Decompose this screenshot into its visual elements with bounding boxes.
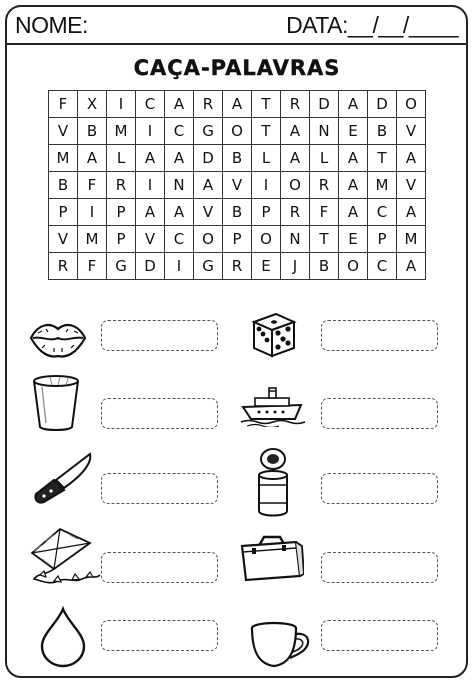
grid-cell[interactable]: B <box>223 199 252 226</box>
grid-cell[interactable]: D <box>368 91 397 118</box>
grid-cell[interactable]: B <box>49 172 78 199</box>
grid-cell[interactable]: I <box>136 172 165 199</box>
grid-cell[interactable]: A <box>194 172 223 199</box>
grid-cell[interactable]: V <box>397 118 426 145</box>
answer-box-can[interactable] <box>321 473 438 504</box>
grid-cell[interactable]: B <box>223 145 252 172</box>
grid-cell[interactable]: A <box>397 145 426 172</box>
grid-cell[interactable]: R <box>281 91 310 118</box>
answer-box-lips[interactable] <box>101 320 218 351</box>
grid-cell[interactable]: A <box>397 199 426 226</box>
grid-cell[interactable]: O <box>194 226 223 253</box>
grid-cell[interactable]: V <box>136 226 165 253</box>
suitcase-icon <box>238 532 304 584</box>
grid-cell[interactable]: V <box>49 226 78 253</box>
grid-cell[interactable]: A <box>281 145 310 172</box>
grid-cell[interactable]: A <box>339 172 368 199</box>
header-bar <box>5 5 468 45</box>
grid-row <box>49 145 426 172</box>
grid-cell[interactable]: O <box>339 253 368 280</box>
grid-cell[interactable]: A <box>136 199 165 226</box>
grid-cell[interactable]: R <box>107 172 136 199</box>
grid-cell[interactable]: V <box>397 172 426 199</box>
grid-cell[interactable]: N <box>281 226 310 253</box>
grid-cell[interactable]: V <box>194 199 223 226</box>
grid-cell[interactable]: R <box>281 199 310 226</box>
grid-cell[interactable]: D <box>136 253 165 280</box>
grid-cell[interactable]: F <box>49 91 78 118</box>
answer-box-mug[interactable] <box>321 620 438 651</box>
grid-cell[interactable]: E <box>252 253 281 280</box>
grid-cell[interactable]: R <box>49 253 78 280</box>
grid-cell[interactable]: J <box>281 253 310 280</box>
grid-cell[interactable]: F <box>78 253 107 280</box>
grid-cell[interactable]: A <box>223 91 252 118</box>
grid-cell[interactable]: V <box>49 118 78 145</box>
grid-cell[interactable]: D <box>194 145 223 172</box>
grid-cell[interactable]: V <box>223 172 252 199</box>
grid-row <box>49 226 426 253</box>
grid-cell[interactable]: G <box>194 253 223 280</box>
grid-cell[interactable]: O <box>281 172 310 199</box>
cup-icon <box>30 373 82 433</box>
grid-cell[interactable]: E <box>339 226 368 253</box>
grid-cell[interactable]: I <box>252 172 281 199</box>
grid-cell[interactable]: P <box>223 226 252 253</box>
grid-cell[interactable]: A <box>397 253 426 280</box>
grid-cell[interactable]: N <box>165 172 194 199</box>
grid-cell[interactable]: A <box>339 145 368 172</box>
grid-cell[interactable]: A <box>281 118 310 145</box>
mug-icon <box>248 620 314 670</box>
drop-icon <box>38 606 88 668</box>
grid-cell[interactable]: C <box>368 199 397 226</box>
grid-cell[interactable]: R <box>223 253 252 280</box>
date-label: DATA:__/__/____ <box>286 12 458 38</box>
answer-box-kite[interactable] <box>101 552 218 583</box>
grid-cell[interactable]: X <box>78 91 107 118</box>
grid-cell[interactable]: C <box>165 118 194 145</box>
grid-cell[interactable]: M <box>368 172 397 199</box>
grid-cell[interactable]: T <box>310 226 339 253</box>
dice-icon <box>250 310 298 360</box>
grid-cell[interactable]: C <box>136 91 165 118</box>
word-search-grid <box>48 90 426 280</box>
name-label: NOME: <box>15 12 88 38</box>
grid-cell[interactable]: P <box>107 199 136 226</box>
grid-cell[interactable]: C <box>165 226 194 253</box>
grid-cell[interactable]: A <box>165 145 194 172</box>
grid-cell[interactable]: B <box>78 118 107 145</box>
answer-box-knife[interactable] <box>101 473 218 504</box>
page-title: CAÇA-PALAVRAS <box>133 56 341 80</box>
grid-cell[interactable]: F <box>310 199 339 226</box>
grid-cell[interactable]: P <box>49 199 78 226</box>
grid-cell[interactable]: B <box>368 118 397 145</box>
grid-cell[interactable]: G <box>194 118 223 145</box>
grid-cell[interactable]: R <box>310 172 339 199</box>
grid-cell[interactable]: A <box>165 91 194 118</box>
knife-icon <box>30 450 96 504</box>
kite-icon <box>20 525 104 587</box>
can-icon <box>253 447 293 519</box>
answer-box-dice[interactable] <box>321 320 438 351</box>
grid-cell[interactable]: M <box>107 118 136 145</box>
grid-cell[interactable]: M <box>78 226 107 253</box>
grid-cell[interactable]: I <box>78 199 107 226</box>
grid-cell[interactable]: C <box>368 253 397 280</box>
grid-cell[interactable]: O <box>223 118 252 145</box>
grid-cell[interactable]: T <box>252 118 281 145</box>
grid-cell[interactable]: O <box>397 91 426 118</box>
grid-row <box>49 199 426 226</box>
grid-cell[interactable]: A <box>339 91 368 118</box>
answer-box-cup[interactable] <box>101 398 218 429</box>
grid-cell[interactable]: A <box>339 199 368 226</box>
grid-cell[interactable]: M <box>397 226 426 253</box>
answer-box-ship[interactable] <box>321 398 438 429</box>
grid-cell[interactable]: F <box>78 172 107 199</box>
answer-box-suitcase[interactable] <box>321 552 438 583</box>
grid-cell[interactable]: D <box>310 91 339 118</box>
grid-row <box>49 253 426 280</box>
grid-cell[interactable]: I <box>107 91 136 118</box>
grid-row <box>49 118 426 145</box>
grid-cell[interactable]: L <box>252 145 281 172</box>
grid-row <box>49 172 426 199</box>
grid-cell[interactable]: E <box>339 118 368 145</box>
grid-cell[interactable]: B <box>310 253 339 280</box>
grid-cell[interactable]: R <box>194 91 223 118</box>
grid-row <box>49 91 426 118</box>
grid-cell[interactable]: T <box>368 145 397 172</box>
grid-cell[interactable]: P <box>252 199 281 226</box>
grid-cell[interactable]: T <box>252 91 281 118</box>
grid-cell[interactable]: M <box>49 145 78 172</box>
grid-cell[interactable]: O <box>252 226 281 253</box>
grid-cell[interactable]: L <box>310 145 339 172</box>
grid-cell[interactable]: A <box>136 145 165 172</box>
grid-cell[interactable]: P <box>368 226 397 253</box>
grid-cell[interactable]: I <box>165 253 194 280</box>
ship-icon <box>239 385 309 427</box>
answer-box-drop[interactable] <box>101 620 218 651</box>
grid-cell[interactable]: P <box>107 226 136 253</box>
grid-cell[interactable]: A <box>78 145 107 172</box>
grid-cell[interactable]: I <box>136 118 165 145</box>
grid-cell[interactable]: N <box>310 118 339 145</box>
lips-icon <box>28 318 88 360</box>
grid-cell[interactable]: G <box>107 253 136 280</box>
grid-cell[interactable]: L <box>107 145 136 172</box>
grid-cell[interactable]: A <box>165 199 194 226</box>
